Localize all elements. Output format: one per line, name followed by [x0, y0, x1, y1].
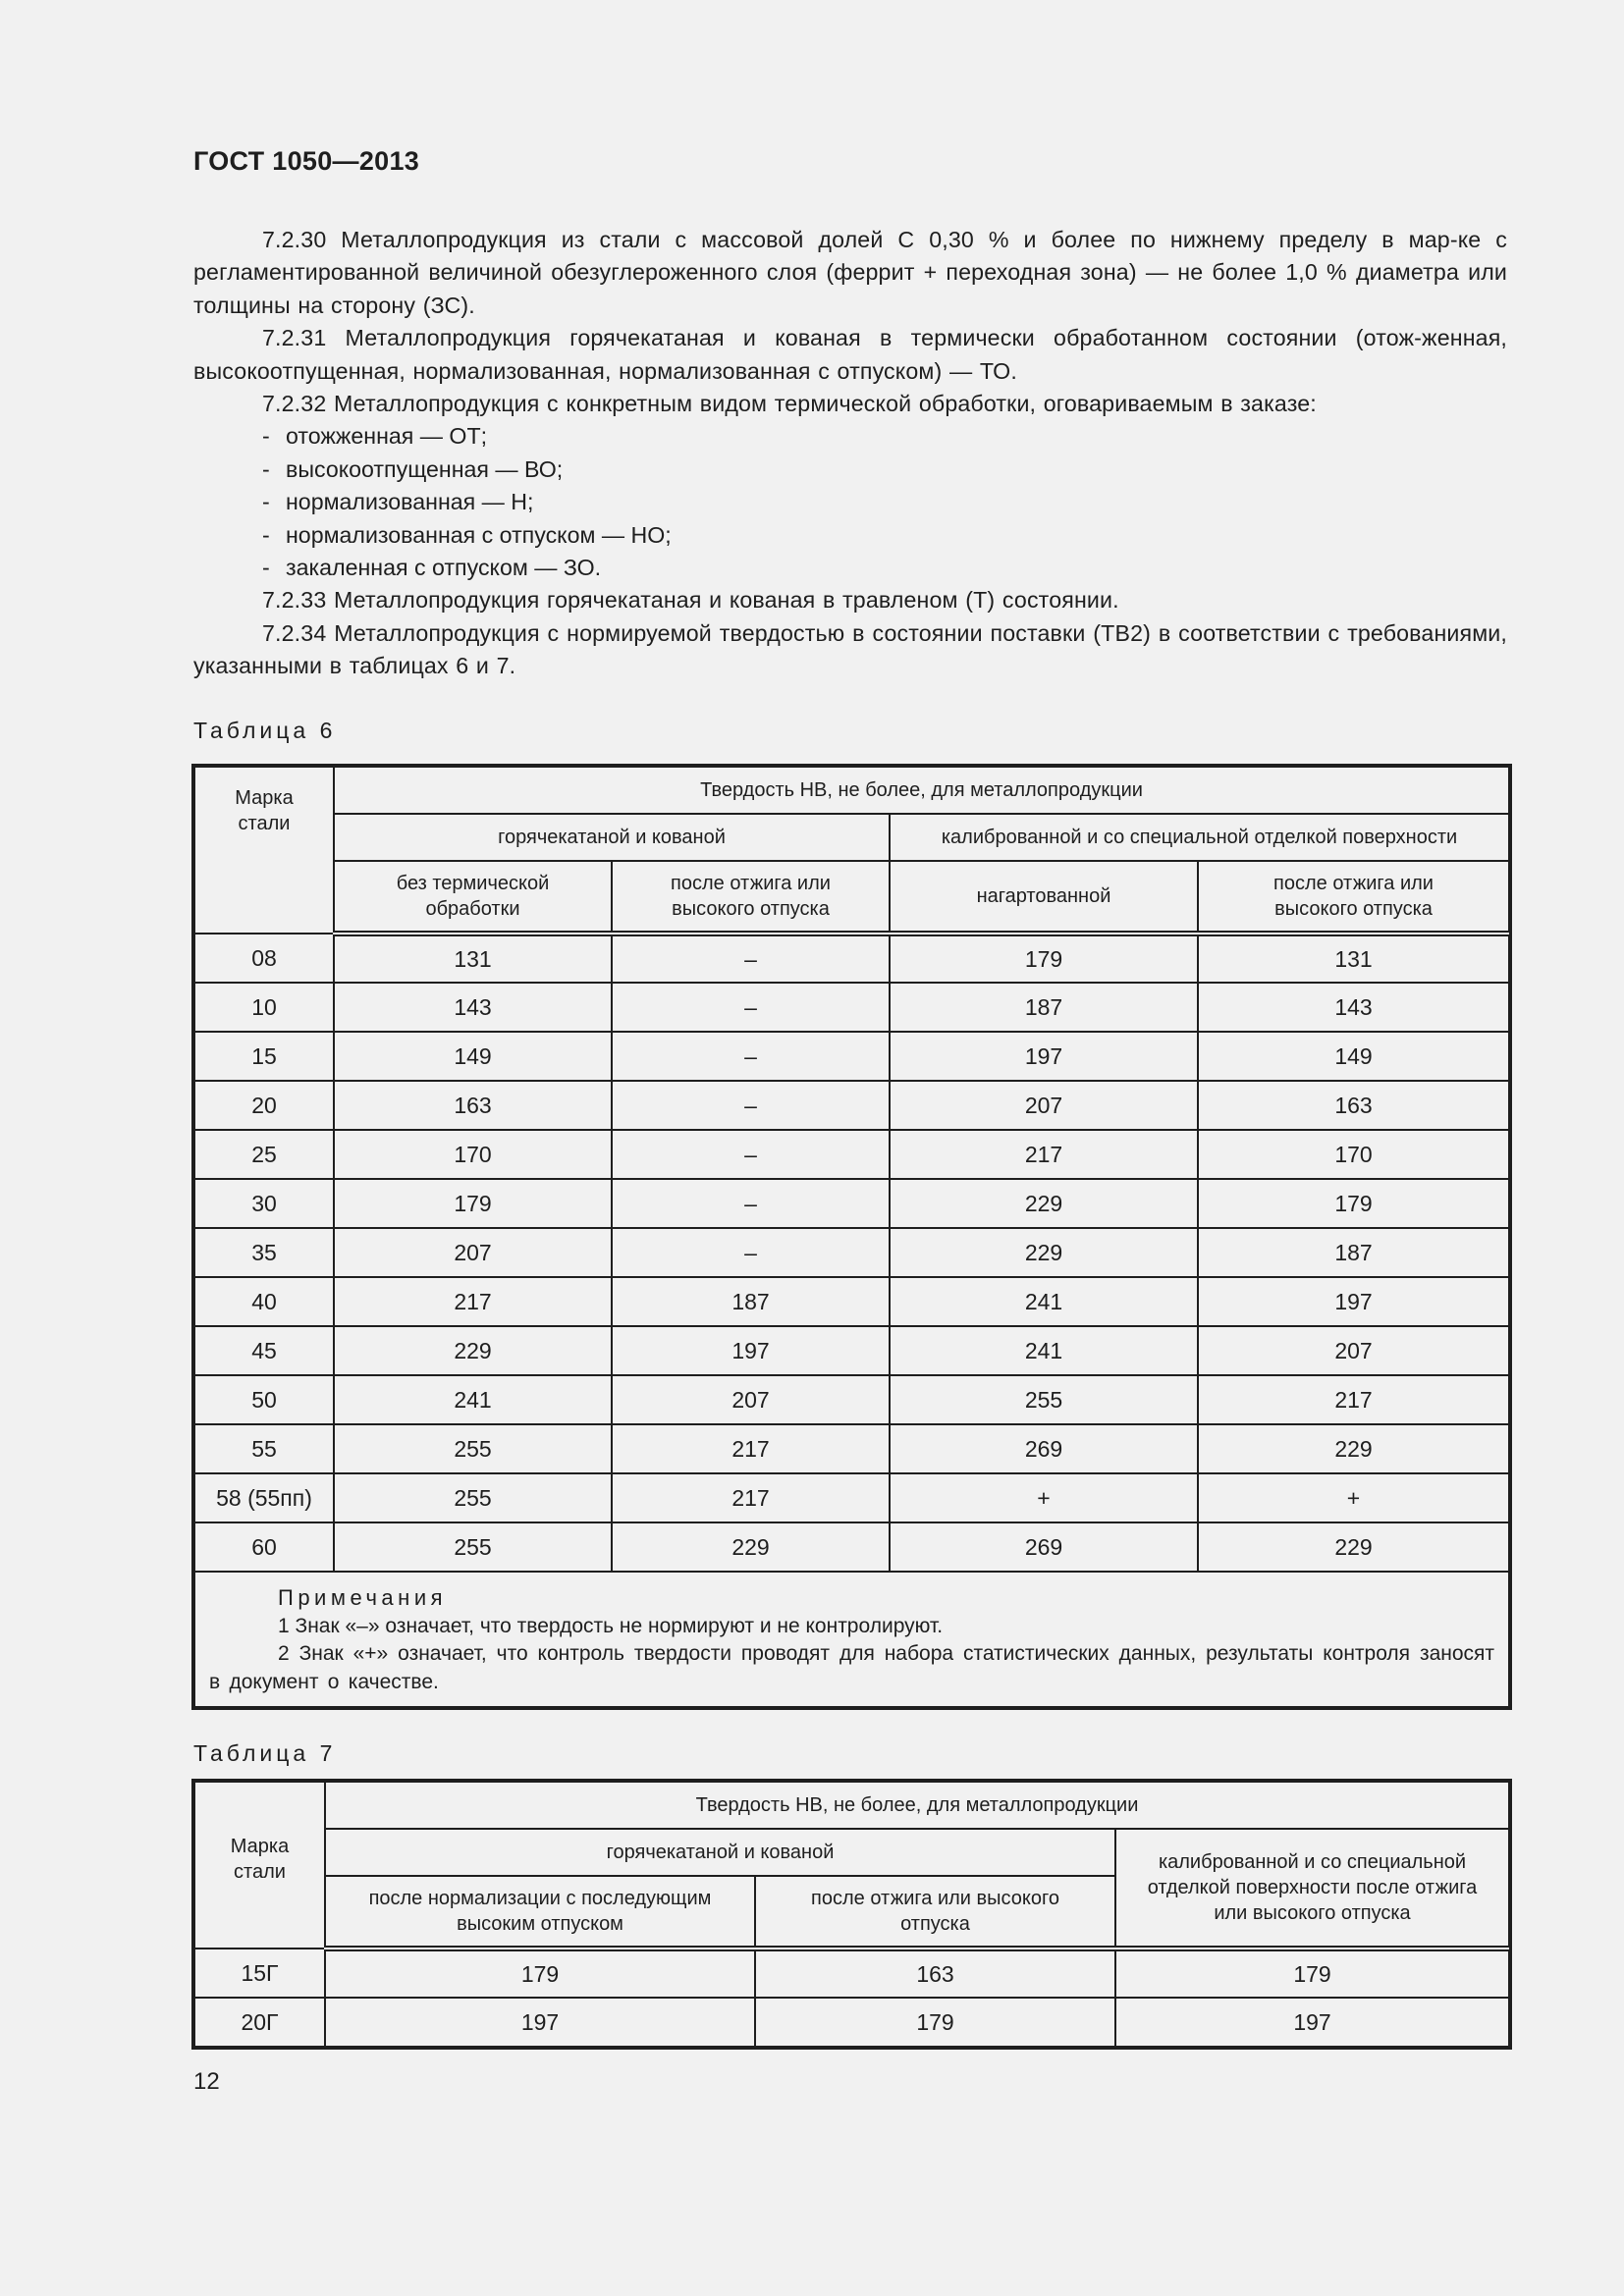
- header-mark-text: Марка стали: [235, 787, 294, 834]
- header-col-normalized-tempered: [325, 1876, 755, 1949]
- cell-hardness: 217: [334, 1277, 612, 1326]
- list-item: [193, 420, 1507, 453]
- cell-steel-grade: 25: [194, 1130, 334, 1179]
- table-header-row: [194, 814, 1509, 861]
- table-row: [194, 1277, 1509, 1326]
- cell-hardness: –: [612, 983, 890, 1032]
- cell-hardness: 149: [1198, 1032, 1509, 1081]
- cell-hardness: 163: [334, 1081, 612, 1130]
- paragraph-7-2-34: 7.2.34 Металлопродукция с нормируемой твердостью в состоянии поставки (ТВ2) в соответствии с требованиями, указанными в таблицах 6 и 7.: [193, 619, 1507, 679]
- body-text: [193, 224, 1507, 683]
- header-mark: [194, 767, 334, 934]
- table-notes-row: [194, 1572, 1509, 1707]
- list-dash: -: [262, 555, 270, 581]
- header-group-hot-rolled: горячекатаной и кованой: [325, 1829, 1115, 1876]
- cell-hardness: 269: [890, 1522, 1198, 1572]
- cell-hardness: 170: [334, 1130, 612, 1179]
- cell-hardness: 170: [1198, 1130, 1509, 1179]
- cell-hardness: 143: [334, 983, 612, 1032]
- cell-hardness: 179: [1115, 1949, 1509, 1998]
- cell-hardness: 149: [334, 1032, 612, 1081]
- cell-hardness: 229: [890, 1179, 1198, 1228]
- cell-hardness: –: [612, 934, 890, 983]
- cell-hardness: 197: [890, 1032, 1198, 1081]
- cell-hardness: 229: [890, 1228, 1198, 1277]
- cell-hardness: 197: [325, 1998, 755, 2047]
- cell-hardness: –: [612, 1228, 890, 1277]
- cell-hardness: 217: [612, 1473, 890, 1522]
- list-item: [193, 486, 1507, 518]
- header-text: после отжига или высокого отпуска: [1273, 873, 1434, 920]
- list-item-text: нормализованная — Н;: [286, 489, 534, 515]
- header-text: без термической обработки: [396, 873, 550, 920]
- cell-hardness: 229: [1198, 1522, 1509, 1572]
- cell-hardness: 241: [890, 1277, 1198, 1326]
- table-row: [194, 1473, 1509, 1522]
- cell-hardness: 179: [325, 1949, 755, 1998]
- cell-hardness: 131: [334, 934, 612, 983]
- header-mark: [194, 1782, 325, 1949]
- table-row: [194, 1179, 1509, 1228]
- header-col-cold-worked: нагартованной: [890, 861, 1198, 934]
- table-7-body: [194, 1949, 1509, 2047]
- cell-steel-grade: 60: [194, 1522, 334, 1572]
- cell-steel-grade: 08: [194, 934, 334, 983]
- cell-steel-grade: 20Г: [194, 1998, 325, 2047]
- table-header-row: [194, 767, 1509, 814]
- table-row: [194, 1032, 1509, 1081]
- header-col-calibrated-annealed: [1198, 861, 1509, 934]
- table-row: [194, 934, 1509, 983]
- cell-steel-grade: 10: [194, 983, 334, 1032]
- cell-hardness: 197: [612, 1326, 890, 1375]
- note-2: 2 Знак «+» означает, что контроль твердости проводят для набора статистических данных, результаты контроля заносят в документ о качестве.: [209, 1642, 1495, 1693]
- cell-hardness: –: [612, 1179, 890, 1228]
- cell-steel-grade: 40: [194, 1277, 334, 1326]
- header-col-annealed: [755, 1876, 1115, 1949]
- cell-hardness: 179: [334, 1179, 612, 1228]
- table-row: [194, 1424, 1509, 1473]
- cell-hardness: +: [1198, 1473, 1509, 1522]
- header-col-calibrated-annealed: [1115, 1829, 1509, 1949]
- cell-steel-grade: 15Г: [194, 1949, 325, 1998]
- cell-hardness: 255: [334, 1424, 612, 1473]
- list-dash: -: [262, 521, 270, 548]
- cell-steel-grade: 50: [194, 1375, 334, 1424]
- header-col-no-heat-treatment: [334, 861, 612, 934]
- cell-hardness: 255: [334, 1522, 612, 1572]
- table-row: [194, 1522, 1509, 1572]
- cell-hardness: 269: [890, 1424, 1198, 1473]
- cell-hardness: 179: [890, 934, 1198, 983]
- cell-hardness: –: [612, 1032, 890, 1081]
- cell-hardness: –: [612, 1081, 890, 1130]
- cell-hardness: 207: [612, 1375, 890, 1424]
- table-6: [193, 766, 1510, 1708]
- header-text: калиброванной и со специальной отделкой поверхности после отжига или высокого отпуска: [1147, 1851, 1478, 1924]
- header-text: после отжига или высокого отпуска: [671, 873, 831, 920]
- note-1: 1 Знак «–» означает, что твердость не нормируют и не контролируют.: [278, 1614, 944, 1637]
- cell-hardness: 163: [1198, 1081, 1509, 1130]
- notes-title: Примечания: [278, 1585, 448, 1610]
- cell-steel-grade: 15: [194, 1032, 334, 1081]
- cell-hardness: 241: [890, 1326, 1198, 1375]
- table-header-row: [194, 1782, 1509, 1829]
- cell-hardness: 217: [612, 1424, 890, 1473]
- cell-hardness: 179: [1198, 1179, 1509, 1228]
- cell-hardness: +: [890, 1473, 1198, 1522]
- header-mark-text: Марка стали: [230, 1836, 290, 1883]
- cell-steel-grade: 45: [194, 1326, 334, 1375]
- cell-hardness: 207: [334, 1228, 612, 1277]
- header-group-hot-rolled: горячекатаной и кованой: [334, 814, 890, 861]
- cell-hardness: 217: [890, 1130, 1198, 1179]
- table-notes: [194, 1572, 1509, 1707]
- paragraph-7-2-31: 7.2.31 Металлопродукция горячекатаная и кованая в термически обработанном состоянии (отож-женная, высокоотпущенная, нормализованная, нормализованная с отпуском) — ТО.: [193, 325, 1507, 384]
- table-header-row: [194, 861, 1509, 934]
- table-row: [194, 1949, 1509, 1998]
- cell-steel-grade: 35: [194, 1228, 334, 1277]
- list-item: [193, 454, 1507, 486]
- cell-hardness: 229: [334, 1326, 612, 1375]
- paragraph-7-2-30: 7.2.30 Металлопродукция из стали с массовой долей С 0,30 % и более по нижнему пределу в мар-ке с регламентированной величиной обезуглероженного слоя (феррит + переходная зона) — не более 1,0 % диаметра или толщины на сторону (ЗС).: [193, 227, 1507, 318]
- list-item: [193, 519, 1507, 552]
- list-item-text: отожженная — ОТ;: [286, 423, 488, 450]
- cell-hardness: 179: [755, 1998, 1115, 2047]
- list-item-text: высокоотпущенная — ВО;: [286, 455, 564, 482]
- table-header-row: [194, 1829, 1509, 1876]
- paragraph-7-2-33: 7.2.33 Металлопродукция горячекатаная и кованая в травленом (Т) состоянии.: [262, 587, 1119, 614]
- cell-hardness: 207: [890, 1081, 1198, 1130]
- cell-hardness: 197: [1115, 1998, 1509, 2047]
- list-item-text: закаленная с отпуском — ЗО.: [286, 555, 602, 581]
- header-group-calibrated: калиброванной и со специальной отделкой поверхности: [890, 814, 1509, 861]
- table-7-label: Таблица 7: [193, 1740, 337, 1766]
- table-7: [193, 1781, 1510, 2048]
- page-number: 12: [193, 2068, 220, 2095]
- cell-hardness: 131: [1198, 934, 1509, 983]
- cell-hardness: 229: [1198, 1424, 1509, 1473]
- cell-hardness: 241: [334, 1375, 612, 1424]
- cell-hardness: 197: [1198, 1277, 1509, 1326]
- header-top: Твердость НВ, не более, для металлопродукции: [334, 767, 1509, 814]
- list-dash: -: [262, 423, 270, 450]
- list-dash: -: [262, 455, 270, 482]
- table-6-body: [194, 934, 1509, 1572]
- table-row: [194, 1998, 1509, 2047]
- cell-steel-grade: 55: [194, 1424, 334, 1473]
- cell-hardness: 207: [1198, 1326, 1509, 1375]
- cell-steel-grade: 58 (55пп): [194, 1473, 334, 1522]
- cell-hardness: –: [612, 1130, 890, 1179]
- list-item-text: нормализованная с отпуском — НО;: [286, 521, 672, 548]
- header-text: после отжига или высокого отпуска: [811, 1888, 1059, 1935]
- cell-hardness: 187: [1198, 1228, 1509, 1277]
- cell-hardness: 255: [334, 1473, 612, 1522]
- cell-hardness: 187: [612, 1277, 890, 1326]
- header-col-annealed: [612, 861, 890, 934]
- header-top: Твердость НВ, не более, для металлопродукции: [325, 1782, 1509, 1829]
- cell-hardness: 163: [755, 1949, 1115, 1998]
- cell-hardness: 217: [1198, 1375, 1509, 1424]
- table-row: [194, 983, 1509, 1032]
- table-row: [194, 1228, 1509, 1277]
- cell-steel-grade: 30: [194, 1179, 334, 1228]
- cell-hardness: 229: [612, 1522, 890, 1572]
- table-6-label: Таблица 6: [193, 718, 337, 743]
- table-row: [194, 1130, 1509, 1179]
- document-header: ГОСТ 1050—2013: [193, 146, 420, 176]
- paragraph-7-2-32: 7.2.32 Металлопродукция с конкретным видом термической обработки, оговариваемым в заказе:: [262, 391, 1317, 417]
- table-row: [194, 1375, 1509, 1424]
- list-dash: -: [262, 489, 270, 515]
- table-row: [194, 1326, 1509, 1375]
- table-row: [194, 1081, 1509, 1130]
- header-text: после нормализации с последующим высоким отпуском: [368, 1888, 712, 1935]
- list-item: [193, 552, 1507, 584]
- cell-hardness: 255: [890, 1375, 1198, 1424]
- cell-hardness: 143: [1198, 983, 1509, 1032]
- cell-hardness: 187: [890, 983, 1198, 1032]
- cell-steel-grade: 20: [194, 1081, 334, 1130]
